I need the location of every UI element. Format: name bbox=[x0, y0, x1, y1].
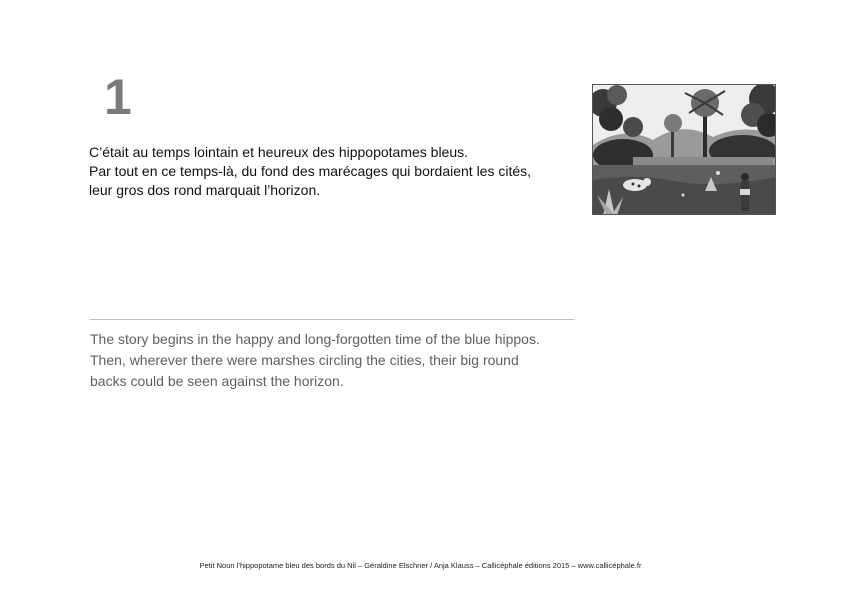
nile-landscape-illustration-icon bbox=[592, 84, 776, 215]
english-line: The story begins in the happy and long-forgotten time of the blue hippos. bbox=[90, 331, 540, 347]
english-line: backs could be seen against the horizon. bbox=[90, 373, 344, 389]
english-line: Then, wherever there were marshes circling the cities, their big round bbox=[90, 352, 519, 368]
french-text bbox=[89, 143, 569, 200]
footer-credits: Petit Noun l’hippopotame bleu des bords du Nil – Géraldine Elschner / Anja Klauss – Callicéphale éditions 2015 – www.callicéphale.fr bbox=[199, 561, 642, 570]
english-text bbox=[90, 329, 580, 392]
french-line: C’était au temps lointain et heureux des hippopotames bleus. bbox=[89, 144, 469, 160]
french-line: leur gros dos rond marquait l’horizon. bbox=[89, 182, 321, 198]
page-number: 1 bbox=[104, 69, 132, 125]
french-line: Par tout en ce temps-là, du fond des marécages qui bordaient les cités, bbox=[89, 163, 532, 179]
divider-line bbox=[90, 319, 574, 320]
